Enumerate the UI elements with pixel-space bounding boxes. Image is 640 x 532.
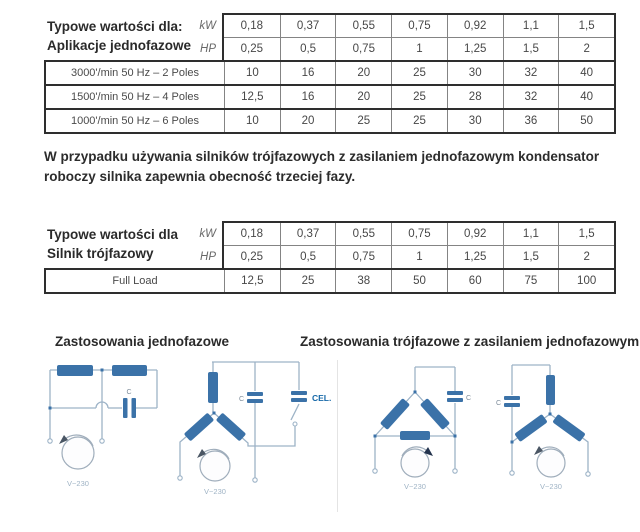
motor-rotor-icon (59, 435, 94, 469)
kw-value-cell: 0,75 (391, 223, 447, 245)
table-cell: 100 (558, 270, 614, 292)
junction-dot (213, 412, 216, 415)
kw-value-cell: 0,55 (335, 15, 391, 37)
voltage-label: V~230 (404, 482, 426, 491)
kw-value-cell: 0,18 (240, 20, 264, 32)
table1-title-line1: Typowe wartości dla: (47, 19, 183, 34)
table-cell: 25 (280, 270, 336, 292)
table-cell: 25 (391, 62, 447, 84)
capacitor-label: C (238, 396, 244, 403)
table-cell: 16 (280, 62, 336, 84)
table-cell: 40 (558, 62, 614, 84)
table2-data-box (44, 268, 616, 294)
circuit-diagram-three-phase-delta (365, 358, 495, 510)
start-capacitor-label: CEL. (312, 393, 332, 403)
table-cell: 40 (558, 86, 614, 108)
table2-kw-row (224, 223, 614, 245)
table-row (46, 62, 614, 84)
table-cell: 10 (224, 110, 280, 132)
kw-value-cell: 0,92 (447, 15, 503, 37)
table1-kw-label: kW (199, 20, 216, 32)
kw-value-cell: 0,92 (447, 223, 503, 245)
table-cell: 28 (447, 86, 503, 108)
heading-single-phase: Zastosowania jednofazowe (55, 334, 230, 349)
hp-value-cell: 1 (391, 246, 447, 268)
circuit-diagram-three-phase-star (495, 358, 630, 510)
row-label: 3000'/min 50 Hz – 2 Poles (70, 67, 200, 79)
voltage-label: V~230 (204, 487, 226, 496)
table-cell: 25 (335, 110, 391, 132)
kw-value-cell: 1,5 (558, 223, 614, 245)
hp-value-cell: 0,25 (240, 43, 264, 55)
table1-hp-label: HP (200, 43, 216, 55)
table-cell: 32 (503, 62, 559, 84)
table-cell: 50 (391, 270, 447, 292)
table-cell: 20 (335, 62, 391, 84)
hp-value-cell: 1,25 (447, 38, 503, 60)
table-cell: 16 (280, 86, 336, 108)
motor-rotor-icon (197, 449, 230, 481)
run-capacitor-icon (247, 392, 263, 403)
start-capacitor-icon (291, 391, 307, 402)
hp-value-cell: 0,5 (280, 246, 336, 268)
table-cell: 12,5 (224, 86, 280, 108)
hp-value-cell: 0,5 (280, 38, 336, 60)
kw-value-cell: 1,1 (503, 15, 559, 37)
kw-value-cell: 0,37 (280, 15, 336, 37)
voltage-label: V~230 (67, 479, 89, 488)
kw-value-cell: 0,55 (335, 223, 391, 245)
table1-title-line2: Aplikacje jednofazowe (47, 38, 192, 53)
table2-kw-label: kW (199, 228, 216, 240)
capacitor-icon (504, 396, 520, 407)
capacitor-icon (123, 398, 136, 418)
hp-value-cell: 2 (558, 38, 614, 60)
table-cell: 50 (558, 110, 614, 132)
kw-value-cell: 1,1 (503, 223, 559, 245)
note-paragraph: W przypadku używania silników trójfazowych z zasilaniem jednofazowym kondensator roboczy silnika zapewnia obecność trzeciej fazy. (44, 149, 600, 184)
table2-hp-label: HP (200, 251, 216, 263)
table-cell: 20 (280, 110, 336, 132)
hp-value-cell: 1 (391, 38, 447, 60)
hp-value-cell: 1,5 (503, 38, 559, 60)
table-cell: 25 (391, 86, 447, 108)
table2-title (47, 225, 178, 263)
table-row (46, 270, 614, 292)
row-label: Full Load (112, 275, 158, 287)
table-row (46, 108, 614, 132)
motor-rotor-icon (534, 446, 565, 477)
hp-value-cell: 1,25 (447, 246, 503, 268)
table-row (46, 84, 614, 108)
motor-rotor-icon (401, 447, 433, 477)
kw-value-cell: 0,75 (391, 15, 447, 37)
kw-value-cell: 1,5 (558, 15, 614, 37)
table-cell: 25 (391, 110, 447, 132)
row-label: 1000'/min 50 Hz – 6 Poles (70, 115, 200, 127)
hp-value-cell: 2 (558, 246, 614, 268)
table-cell: 30 (447, 110, 503, 132)
table-cell: 32 (503, 86, 559, 108)
table2-title-line1: Typowe wartości dla (47, 227, 179, 242)
hp-value-cell: 1,5 (503, 246, 559, 268)
table1-units-box (222, 13, 616, 62)
capacitor-label: C (126, 389, 132, 396)
capacitor-icon (447, 391, 463, 402)
table1-title (47, 17, 191, 55)
wires (50, 370, 157, 439)
winding-coils (184, 372, 246, 441)
table-cell: 75 (503, 270, 559, 292)
wires (180, 362, 299, 478)
circuit-diagram-single-phase-1 (18, 358, 168, 516)
heading-three-phase: Zastosowania trójfazowe z zasilaniem jednofazowym (300, 334, 640, 349)
table-cell: 20 (335, 86, 391, 108)
kw-value-cell: 0,37 (280, 223, 336, 245)
table2-hp-row (224, 245, 614, 268)
table-cell: 36 (503, 110, 559, 132)
kw-value-cell: 0,18 (240, 228, 264, 240)
hp-value-cell: 0,25 (240, 251, 264, 263)
table-cell: 10 (224, 62, 280, 84)
table-cell: 30 (447, 62, 503, 84)
voltage-label: V~230 (540, 482, 562, 491)
circuit-diagram-single-phase-2 (170, 358, 335, 510)
hp-value-cell: 0,75 (335, 246, 391, 268)
row-label: 1500'/min 50 Hz – 4 Poles (70, 91, 200, 103)
hp-value-cell: 0,75 (335, 38, 391, 60)
table2-title-line2: Silnik trójfazowy (47, 246, 154, 261)
capacitor-label: C (495, 400, 501, 407)
section-divider (337, 360, 338, 512)
table-cell: 12,5 (224, 270, 280, 292)
table2-units-box (222, 221, 616, 270)
table1-data-box (44, 60, 616, 134)
table-cell: 38 (335, 270, 391, 292)
capacitor-label: C (466, 395, 472, 402)
table1-kw-row (224, 15, 614, 37)
table-cell: 60 (447, 270, 503, 292)
table1-hp-row (224, 37, 614, 60)
junction-dots (374, 391, 457, 438)
winding-coils (380, 398, 450, 440)
